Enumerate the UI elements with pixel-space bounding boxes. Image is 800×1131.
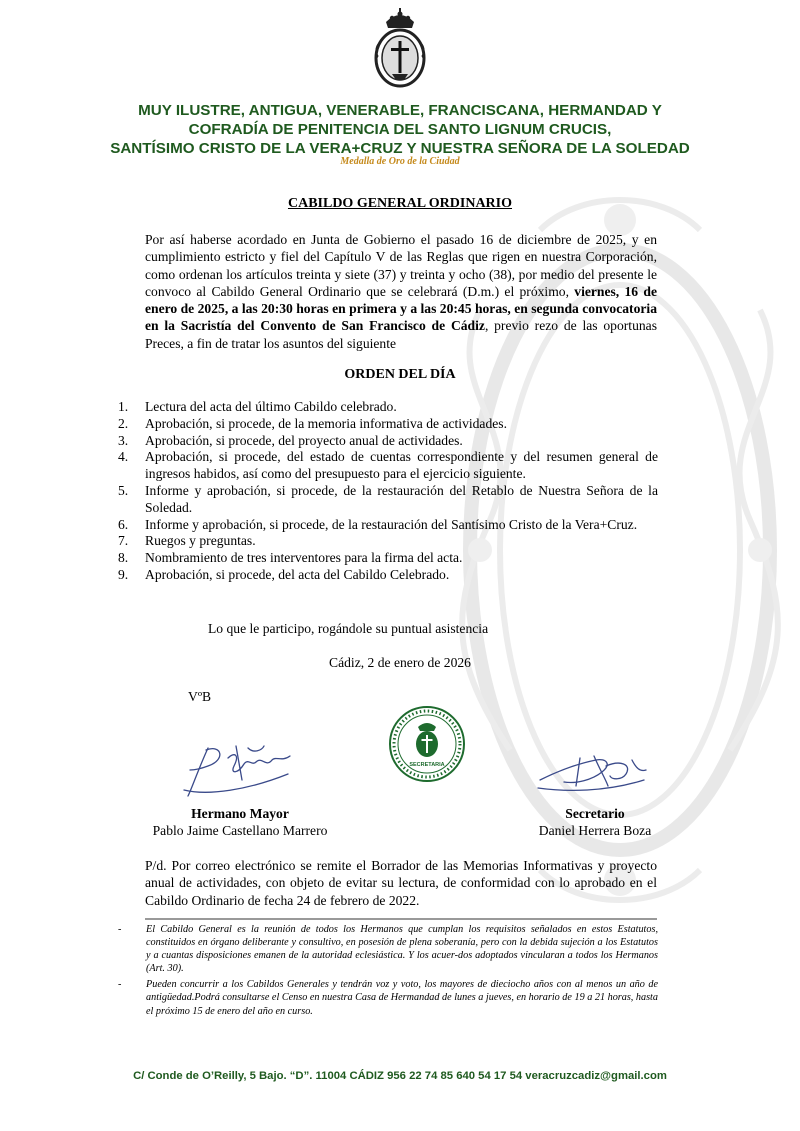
footnote-text: El Cabildo General es la reunión de todos los Hermanos que cumplan los requisitos señalados en estos Estatutos, constituidos en órgano deliberante y consultivo, en posesión de plena soberanía, pero con la debida sujeción a los Estatutos y a cuantas disposiciones emanen de la autoridad eclesiástica. Y los acuer-dos adoptados vincularan a todos los Hermanos (Art. 30). [146,924,658,975]
agenda-item-text: Aprobación, si procede, del estado de cuentas correspondiente y del resumen general de ingresos habidos, así como del presupuesto para el ejercicio siguiente. [145,449,658,482]
footnote-text: Pueden concurrir a los Cabildos Generales y tendrán voz y voto, los mayores de dieciocho años con al menos un año de antigüedad.Podrá consultarse el Censo en nuestra Casa de Hermandad de lunes a jueves, en horario de 19 a 21 horas, hasta el próximo 15 de enero del año en curso. [146,979,658,1017]
agenda-item-number: 1. [118,399,129,414]
date-line: Cádiz, 2 de enero de 2026 [329,655,471,670]
organization-name-line-1: MUY ILUSTRE, ANTIGUA, VENERABLE, FRANCISCANA, HERMANDAD Y [138,102,662,119]
agenda-item [118,567,658,584]
agenda-item-number: 9. [118,566,129,582]
footnote-dash: - [118,924,122,935]
convocation-date-bold: viernes, 16 de enero de 2025, a las 20:30 horas en primera y a las 20:45 horas, en segunda convocatoria en la Sacristía del Convento de San Francisco de Cádiz [145,283,657,334]
agenda-item [118,517,658,534]
approval-mark: VºB [188,689,212,704]
agenda-item [118,483,658,517]
secretario-name: Daniel Herrera Boza [538,823,652,838]
hermano-mayor-title: Hermano Mayor [191,806,289,821]
postscript-paragraph: P/d. Por correo electrónico se remite el Borrador de las Memorias Informativas y proyecto anual de actividades, con objeto de evitar su lectura, de conformidad con lo aprobado en el Cabildo Ordinario de fecha 24 de febrero de 2022. [145,858,657,908]
contact-footer: C/ Conde de O’Reilly, 5 Bajo. “D”. 11004 CÁDIZ 956 22 74 85 640 54 17 54 veracruzcadiz@gmail.com [133,1070,667,1082]
agenda-item-text: Lectura del acta del último Cabildo celebrado. [145,399,397,414]
convocation-text-part1: Por así haberse acordado en Junta de Gobierno el pasado 16 de diciembre de 2025, y en cumplimiento estricto y fiel del Capítulo V de las Reglas que rigen en nuestra Corporación, como ordenan los artículos treinta y siete (37) y treinta y ocho (38), por medio del presente le convoco al Cabildo General Ordinario que se celebrará (D.m.) el próximo, [145,232,657,299]
agenda-item [118,433,658,450]
agenda-item-number: 8. [118,550,129,566]
secretaria-seal-icon [388,705,466,783]
agenda-item-number: 2. [118,415,129,431]
agenda-item [118,399,658,416]
agenda-item-text: Informe y aprobación, si procede, de la restauración del Santísimo Cristo de la Vera+Cruz. [145,516,638,532]
hermano-mayor-name: Pablo Jaime Castellano Marrero [152,823,328,838]
agenda-item [118,449,658,483]
agenda-item-text: Nombramiento de tres interventores para la firma del acta. [145,550,463,566]
agenda-item-number: 3. [118,432,129,448]
agenda-item-number: 7. [118,533,129,549]
convocation-text-part2: , previo rezo de las oportunas Preces, a fin de tratar los asuntos del siguiente [145,318,657,351]
document-title: CABILDO GENERAL ORDINARIO [287,196,513,211]
footnote-divider [145,918,657,920]
secretario-signature [536,750,648,796]
hermano-mayor-signature [178,740,296,802]
footnote-item [118,923,658,975]
medal-subtitle: Medalla de Oro de la Ciudad [340,156,460,167]
agenda-list [118,399,658,584]
closing-line: Lo que le participo, rogándole su puntual asistencia [208,621,489,636]
agenda-item [118,550,658,567]
agenda-item-text: Ruegos y preguntas. [145,533,256,549]
secretario-title: Secretario [565,806,625,821]
agenda-item-text: Aprobación, si procede, del proyecto anual de actividades. [145,432,463,448]
agenda-item-text: Aprobación, si procede, de la memoria informativa de actividades. [145,415,507,431]
organization-name-line-2: COFRADÍA DE PENITENCIA DEL SANTO LIGNUM CRUCIS, [188,121,612,138]
brotherhood-crest-icon [368,8,432,90]
footnote-item [118,978,658,1017]
agenda-item-number: 6. [118,516,129,532]
convocation-paragraph [145,231,657,352]
agenda-item [118,416,658,433]
agenda-item-number: 5. [118,482,129,498]
agenda-item-text: Informe y aprobación, si procede, de la restauración del Retablo de Nuestra Señora de la Soledad. [145,482,658,515]
agenda-item-number: 4. [118,449,129,465]
agenda-item-text: Aprobación, si procede, del acta del Cabildo Celebrado. [145,566,450,582]
agenda-title: ORDEN DEL DÍA [344,367,456,382]
seal-label: SECRETARIA [409,762,445,768]
footnotes-list [118,923,658,1021]
organization-name-line-3: SANTÍSIMO CRISTO DE LA VERA+CRUZ Y NUESTRA SEÑORA DE LA SOLEDAD [110,140,690,157]
footnote-dash: - [118,979,122,991]
agenda-item [118,533,658,550]
